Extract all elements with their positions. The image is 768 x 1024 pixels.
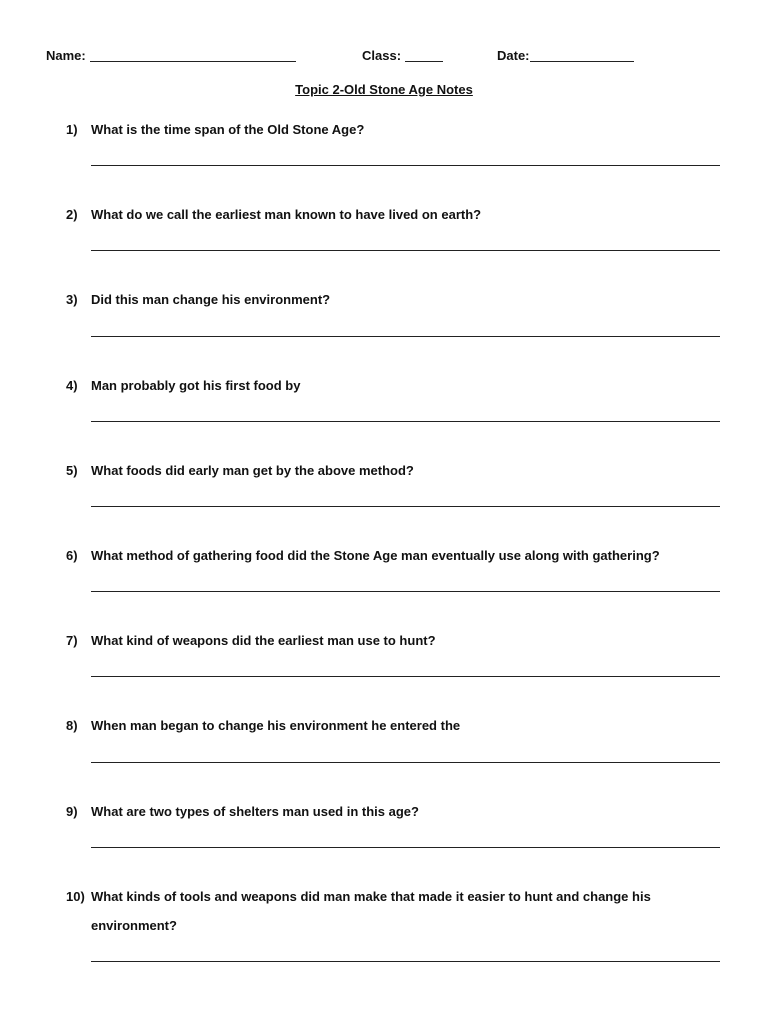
question-number: 2) xyxy=(66,207,78,222)
answer-line[interactable] xyxy=(91,165,720,166)
class-blank[interactable] xyxy=(405,47,443,62)
question-number: 3) xyxy=(66,292,78,307)
answer-line[interactable] xyxy=(91,506,720,507)
answer-line[interactable] xyxy=(91,591,720,592)
question-text: What method of gathering food did the Stone Age man eventually use along with gathering? xyxy=(91,548,660,563)
question-text: What kind of weapons did the earliest man use to hunt? xyxy=(91,633,436,648)
question-number: 6) xyxy=(66,548,78,563)
answer-line[interactable] xyxy=(91,250,720,251)
date-blank[interactable] xyxy=(530,47,634,62)
question-text: What kinds of tools and weapons did man make that made it easier to hunt and change his environment? xyxy=(91,889,651,933)
question-text: What are two types of shelters man used in this age? xyxy=(91,804,419,819)
question-number: 9) xyxy=(66,804,78,819)
answer-line[interactable] xyxy=(91,961,720,962)
class-label: Class: xyxy=(362,48,402,63)
answer-line[interactable] xyxy=(91,847,720,848)
answer-line[interactable] xyxy=(91,676,720,677)
question-text: What do we call the earliest man known to have lived on earth? xyxy=(91,207,482,222)
name-field xyxy=(46,46,296,66)
class-field xyxy=(362,46,443,66)
name-label: Name: xyxy=(46,48,86,63)
question-text: Man probably got his first food by xyxy=(91,378,301,393)
worksheet-header xyxy=(0,46,768,66)
question-number: 1) xyxy=(66,122,78,137)
date-field xyxy=(497,46,634,66)
answer-line[interactable] xyxy=(91,336,720,337)
page-title: Topic 2-Old Stone Age Notes xyxy=(295,82,473,97)
question-number: 8) xyxy=(66,718,78,733)
question-text: Did this man change his environment? xyxy=(91,292,331,307)
question-number: 5) xyxy=(66,463,78,478)
question-text: When man began to change his environment he entered the xyxy=(91,718,461,733)
question-number: 4) xyxy=(66,378,78,393)
answer-line[interactable] xyxy=(91,421,720,422)
question-text: What foods did early man get by the above method? xyxy=(91,463,414,478)
date-label: Date: xyxy=(497,48,530,63)
answer-line[interactable] xyxy=(91,762,720,763)
question-number: 10) xyxy=(66,889,85,904)
name-blank[interactable] xyxy=(90,47,296,62)
question-text: What is the time span of the Old Stone Age? xyxy=(91,122,365,137)
question-number: 7) xyxy=(66,633,78,648)
